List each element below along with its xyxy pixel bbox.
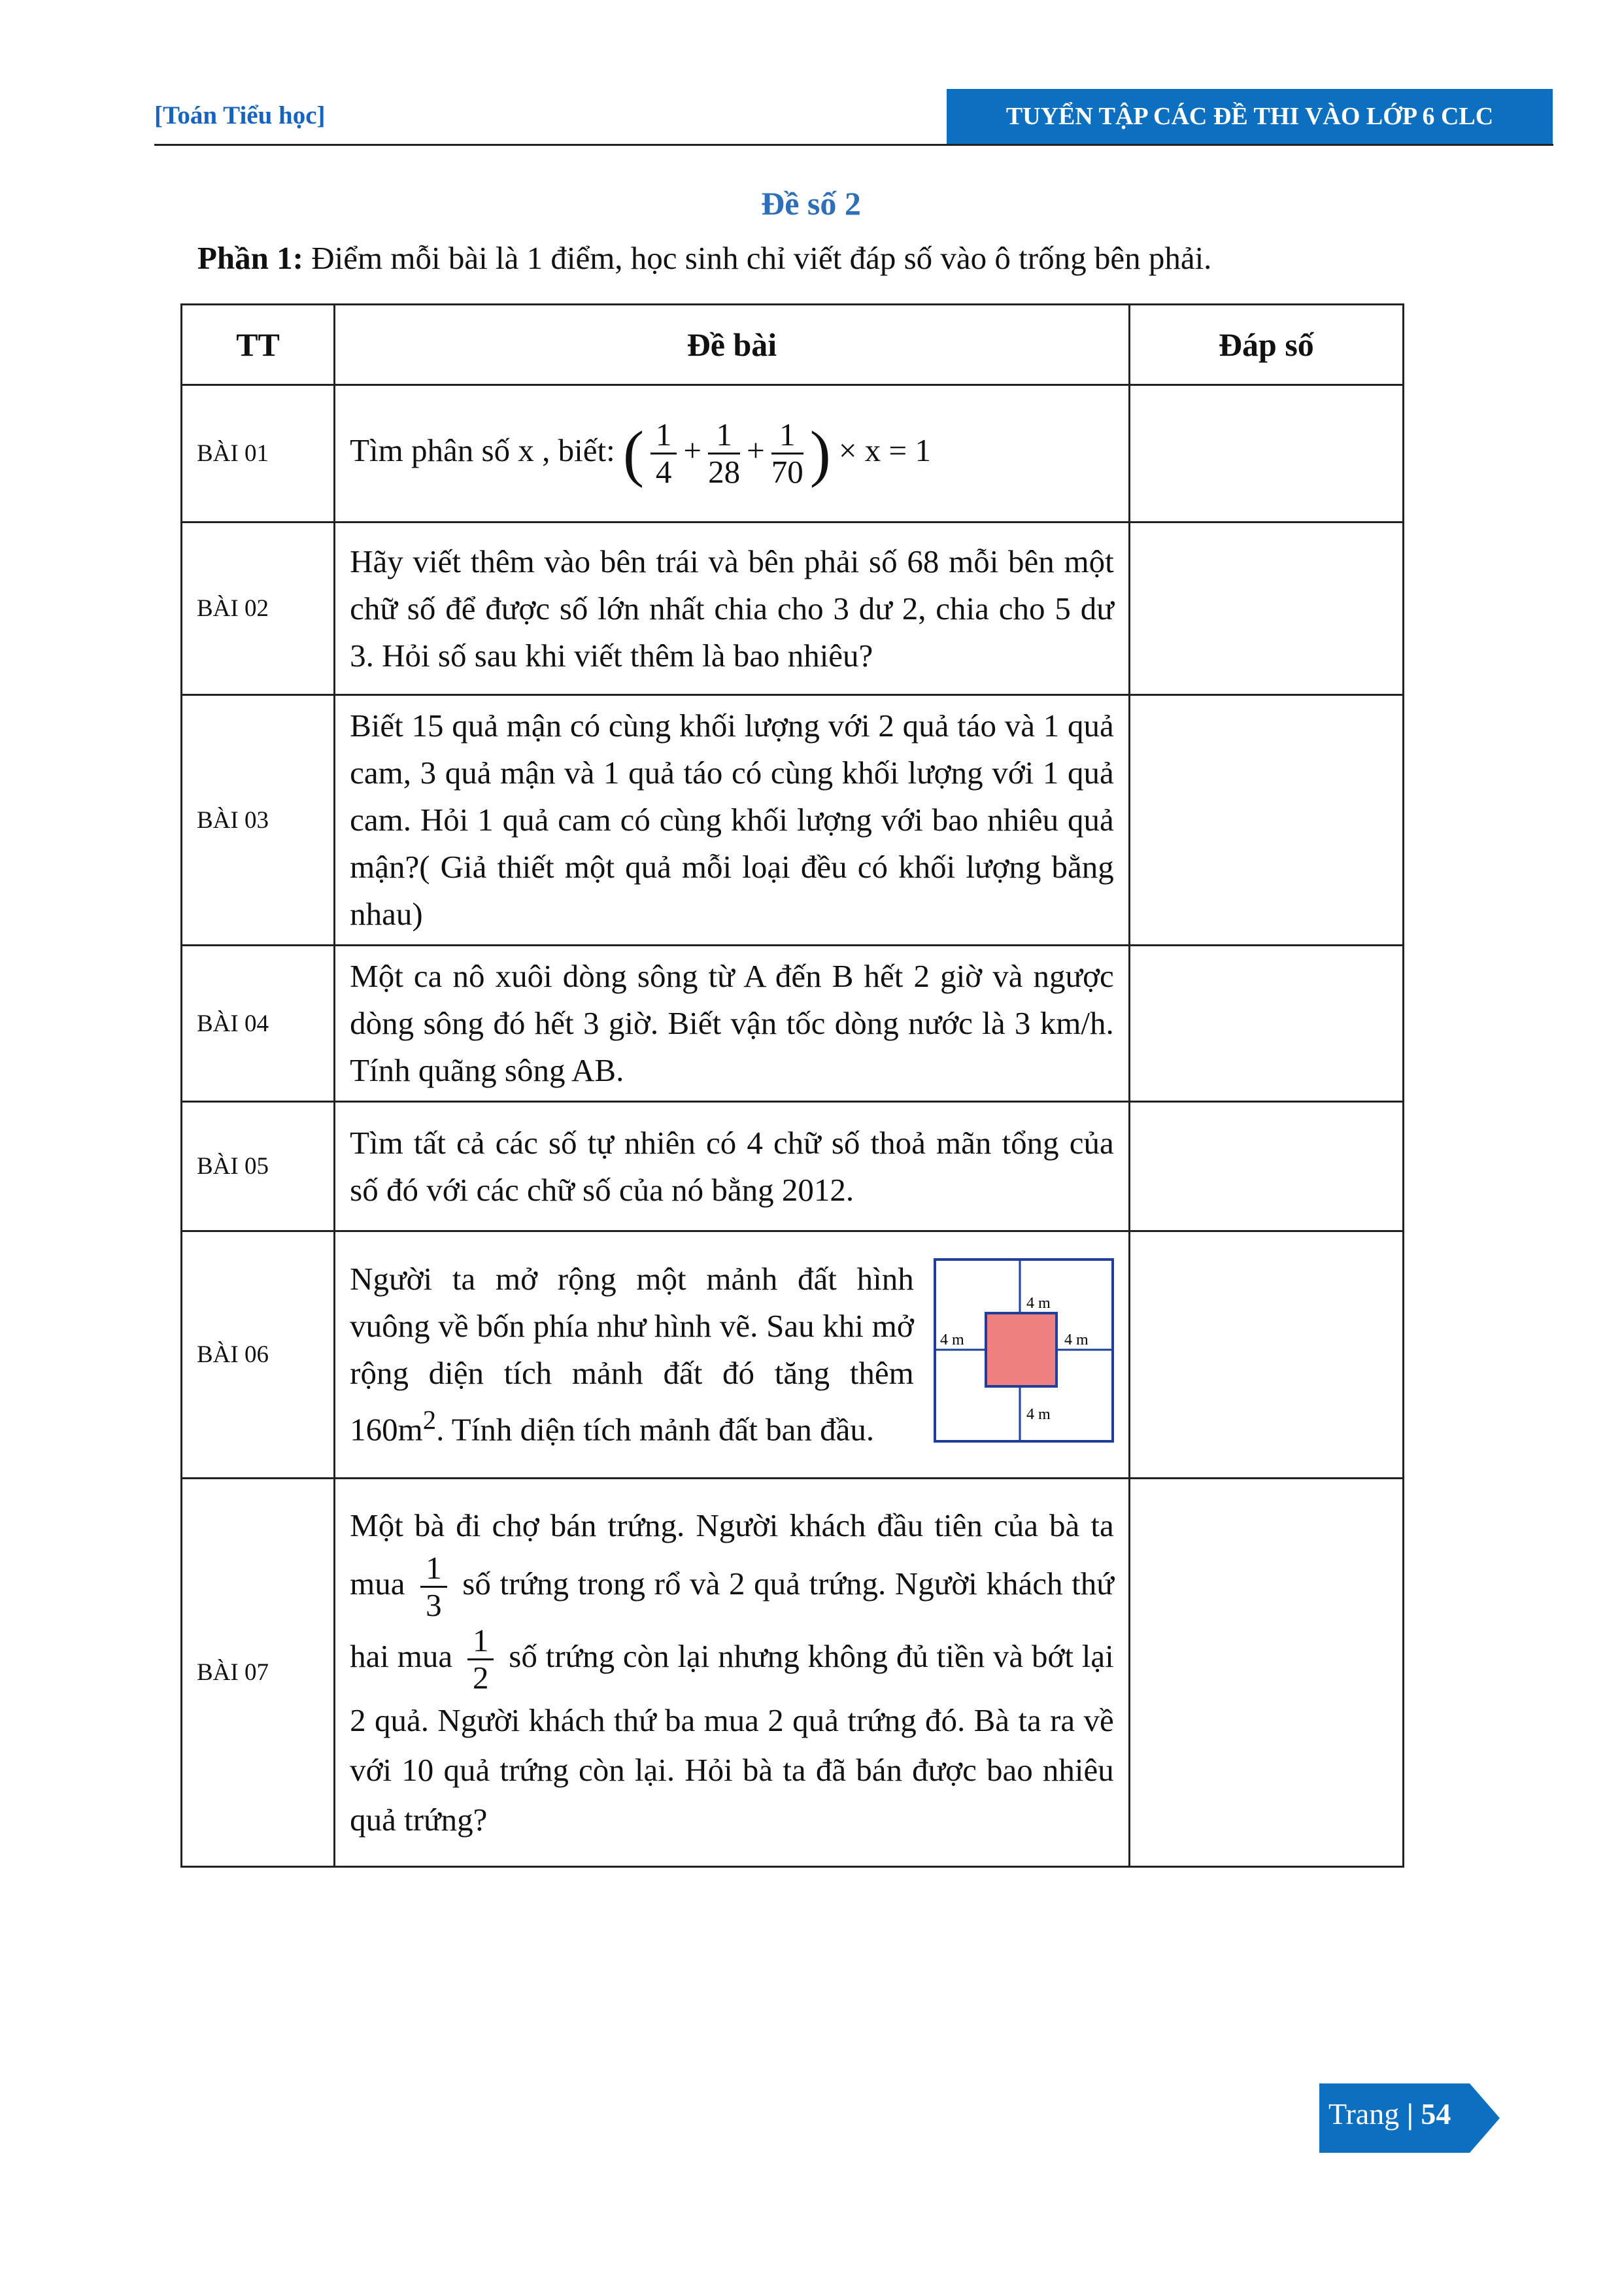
problem-text: Tìm tất cả các số tự nhiên có 4 chữ số thoả mãn tổng của số đó với các chữ số của nó bằng 2012.: [335, 1102, 1130, 1231]
problem-number: BÀI 02: [182, 523, 335, 695]
problem-number: BÀI 07: [182, 1479, 335, 1867]
answer-cell[interactable]: [1129, 1102, 1403, 1231]
answer-cell[interactable]: [1129, 385, 1403, 523]
problem-text: [335, 385, 1130, 523]
header-tt: TT: [182, 305, 335, 385]
problem-text: Hãy viết thêm vào bên trái và bên phải số 68 mỗi bên một chữ số để được số lớn nhất chia cho 3 dư 2, chia cho 5 dư 3. Hỏi số sau khi viết thêm là bao nhiêu?: [335, 523, 1130, 695]
problem-text: [335, 1231, 1130, 1479]
left-paren: (: [622, 418, 644, 488]
problem-lead: Tìm phân số x , biết:: [350, 432, 615, 468]
fraction: $\frac{1}{28}$: [708, 417, 741, 490]
answer-cell[interactable]: [1129, 1231, 1403, 1479]
equation-tail: × x = 1: [838, 432, 931, 468]
problem-text: [335, 1479, 1130, 1867]
section-intro: [197, 239, 1211, 277]
table-row: [182, 946, 1404, 1102]
original-square: [986, 1313, 1056, 1386]
problem-table: [180, 303, 1404, 1868]
section-instruction: Điểm mỗi bài là 1 điểm, học sinh chỉ viết đáp số vào ô trống bên phải.: [311, 240, 1212, 276]
fraction: $\frac{1}{2}$: [467, 1623, 494, 1696]
right-paren: ): [809, 418, 831, 488]
table-row: [182, 385, 1404, 523]
table-row: [182, 1479, 1404, 1867]
table-header-row: [182, 305, 1404, 385]
table-row: [182, 523, 1404, 695]
problem-number: BÀI 01: [182, 385, 335, 523]
answer-cell[interactable]: [1129, 523, 1403, 695]
table-row: [182, 695, 1404, 946]
header-left-label: [Toán Tiểu học]: [154, 101, 326, 129]
problem-text-a: Một bà đi chợ bán trứng. Người khách đầu tiên của bà ta mua: [350, 1507, 1114, 1602]
label-left: 4 m: [939, 1331, 964, 1349]
problem-text-b: số trứng trong rổ và 2 quả trứng. Người khách thứ hai mua: [350, 1565, 1114, 1674]
problem-number: BÀI 03: [182, 695, 335, 946]
answer-cell[interactable]: [1129, 946, 1403, 1102]
problem-number: BÀI 05: [182, 1102, 335, 1231]
expansion-figure: [934, 1258, 1114, 1443]
header-divider: [154, 144, 1553, 146]
page-number: Trang | 54: [1328, 2097, 1451, 2131]
label-right: 4 m: [1064, 1331, 1089, 1349]
plus-sign: +: [683, 432, 702, 468]
table-row: [182, 1231, 1404, 1479]
label-bottom: 4 m: [1026, 1406, 1051, 1424]
page-title: Đề số 2: [761, 185, 861, 222]
header-dap-so: Đáp số: [1129, 305, 1403, 385]
label-top: 4 m: [1026, 1295, 1051, 1312]
problem-text-a: Người ta mở rộng một mảnh đất hình vuông về bốn phía như hình vẽ. Sau khi mở rộng diện tích mảnh đất đó tăng thêm 160m: [350, 1261, 914, 1448]
problem-number: BÀI 04: [182, 946, 335, 1102]
header-right-banner: TUYỂN TẬP CÁC ĐỀ THI VÀO LỚP 6 CLC: [947, 89, 1553, 144]
fraction: $\frac{1}{70}$: [771, 417, 803, 490]
table-row: [182, 1102, 1404, 1231]
answer-cell[interactable]: [1129, 1479, 1403, 1867]
problem-text-b: . Tính diện tích mảnh đất ban đầu.: [436, 1411, 875, 1448]
superscript: 2: [422, 1405, 437, 1435]
section-label: Phần 1:: [197, 240, 304, 276]
header-de-bai: Đề bài: [335, 305, 1130, 385]
problem-text-c: số trứng còn lại nhưng không đủ tiền và bớt lại 2 quả. Người khách thứ ba mua 2 quả trứng đó. Bà ta ra về với 10 quả trứng còn lại. Hỏi bà ta đã bán được bao nhiêu quả trứng?: [350, 1637, 1114, 1838]
fraction: $\frac{1}{3}$: [420, 1551, 447, 1623]
fraction: $\frac{1}{4}$: [650, 417, 677, 490]
plus-sign: +: [747, 432, 765, 468]
problem-text: Một ca nô xuôi dòng sông từ A đến B hết 2 giờ và ngược dòng sông đó hết 3 giờ. Biết vận tốc dòng nước là 3 km/h. Tính quãng sông AB.: [335, 946, 1130, 1102]
answer-cell[interactable]: [1129, 695, 1403, 946]
problem-number: BÀI 06: [182, 1231, 335, 1479]
problem-text: Biết 15 quả mận có cùng khối lượng với 2 quả táo và 1 quả cam, 3 quả mận và 1 quả táo có cùng khối lượng với 1 quả cam. Hỏi 1 quả cam có cùng khối lượng với bao nhiêu quả mận?( Giả thiết một quả mỗi loại đều có khối lượng bằng nhau): [335, 695, 1130, 946]
